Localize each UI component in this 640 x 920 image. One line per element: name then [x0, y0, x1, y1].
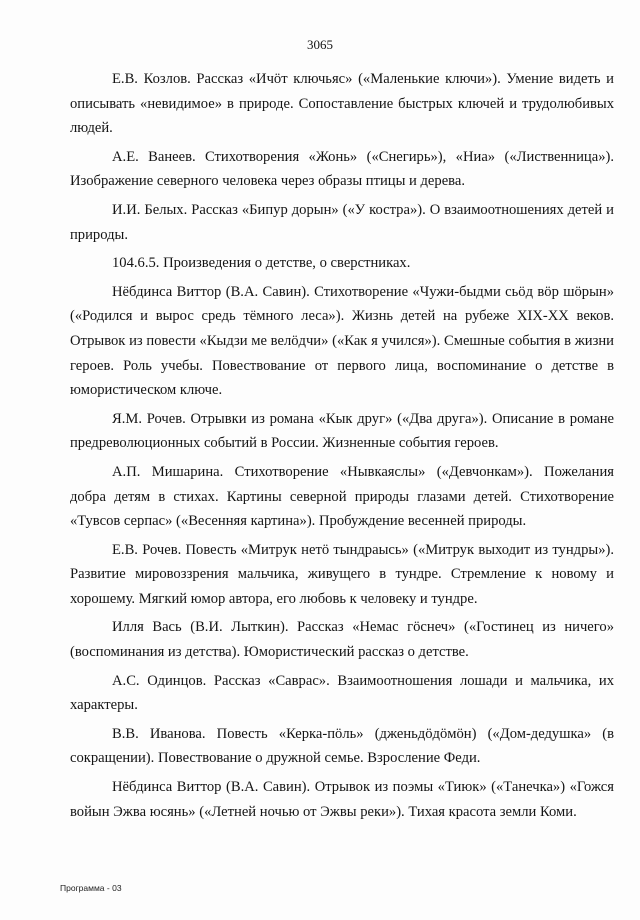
paragraph-illya-vas: Илля Вась (В.И. Лыткин). Рассказ «Немас гӧснеч» («Гостинец из ничего» (воспоминания из детства). Юмористический рассказ о детстве. [70, 619, 614, 661]
paragraph-kozlov: Е.В. Козлов. Рассказ «Ичӧт ключьяс» («Маленькие ключи»). Умение видеть и описывать «невидимое» в природе. Сопоставление быстрых ключей и трудолюбивых людей. [70, 71, 614, 137]
paragraph-vaneev: А.Е. Ванеев. Стихотворения «Жонь» («Снегирь»), «Ниа» («Лиственница»). Изображение северного человека через образы птицы и дерева. [70, 148, 614, 190]
paragraph-odintsov: А.С. Одинцов. Рассказ «Саврас». Взаимоотношения лошади и мальчика, их характеры. [70, 672, 614, 714]
document-body [70, 67, 614, 824]
paragraph-rochev-ym: Я.М. Рочев. Отрывки из романа «Кык друг» («Два друга»). Описание в романе предреволюционных событий в России. Жизненные события героев. [70, 410, 614, 452]
paragraph-nyobdinsa-viktor-tiyuk: Нёбдинса Виттор (В.А. Савин). Отрывок из поэмы «Тиюк» («Танечка») «Гожся войын Эжва юсянь» («Летней ночью от Эжвы реки»). Тихая красота земли Коми. [70, 779, 614, 820]
paragraph-misharina: А.П. Мишарина. Стихотворение «Нывкаяслы» («Девчонкам»). Пожелания добра детям в стихах. Картины северной природы глазами детей. Стихотворение «Тувсов серпас» («Весенняя картина»). Пробуждение весенней природы. [70, 463, 614, 530]
paragraph-nyobdinsa-viktor: Нёбдинса Виттор (В.А. Савин). Стихотворение «Чужи-быдми сьӧд вӧр шӧрын» («Родился и вырос средь тёмного леса»). Жизнь детей на рубеже XIX-XX веков. Отрывок из повести «Кыдзи ме велӧдчи» («Как я учился»). Смешные события в жизни героев. Роль учебы. Повествование от первого лица, воспоминание о детстве в юмористическом ключе. [70, 283, 614, 399]
page-number: 3065 [307, 37, 333, 52]
footer-label: Программа - 03 [60, 883, 122, 893]
paragraph-ivanova: В.В. Иванова. Повесть «Керка-пӧль» (дженьдӧдӧмӧн) («Дом-дедушка» (в сокращении). Повествование о дружной семье. Взросление Феди. [70, 725, 614, 767]
paragraph-belykh: И.И. Белых. Рассказ «Бипур дорын» («У костра»). О взаимоотношениях детей и природы. [70, 201, 614, 243]
paragraph-rochev-ev: Е.В. Рочев. Повесть «Митрук нетӧ тындраысь» («Митрук выходит из тундры»). Развитие мировоззрения мальчика, живущего в тундре. Стремление к новому и хорошему. Мягкий юмор автора, его любовь к человеку и тундре. [70, 541, 614, 607]
section-heading: 104.6.5. Произведения о детстве, о сверстниках. [112, 255, 411, 272]
